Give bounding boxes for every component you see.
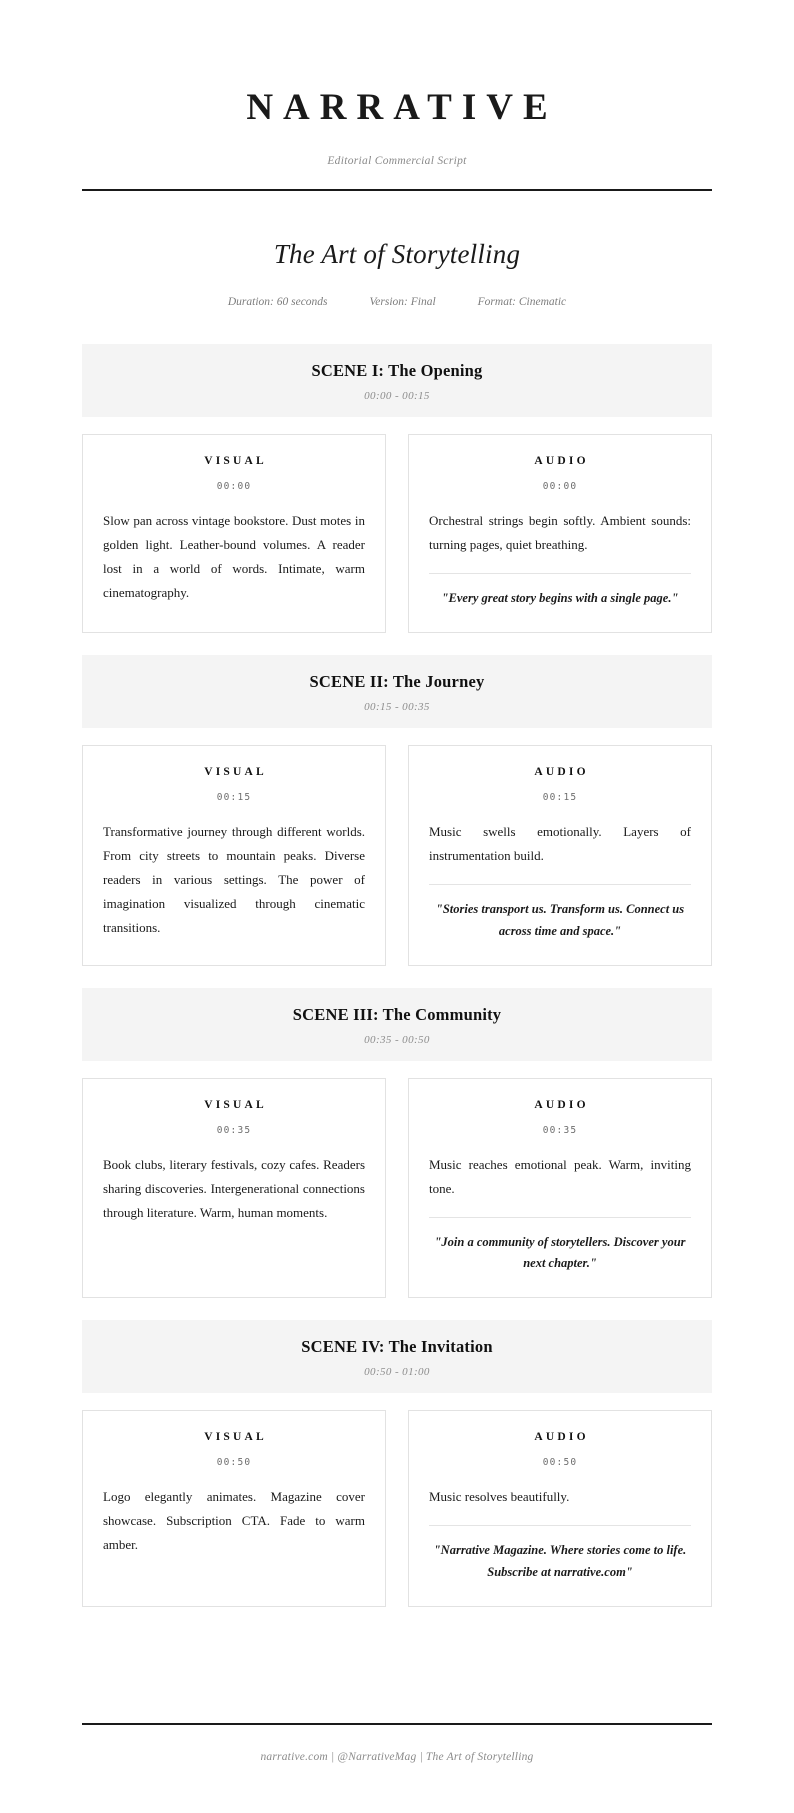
scene-columns <box>82 745 712 966</box>
scene-columns <box>82 1410 712 1607</box>
visual-card <box>82 745 386 966</box>
scene-time-range: 00:00 - 00:15 <box>364 389 430 402</box>
scene-header <box>82 344 712 417</box>
meta-version: Version: Final <box>369 295 436 308</box>
visual-timecode: 00:50 <box>216 1457 252 1469</box>
audio-description: Music swells emotionally. Layers of instrumentation build. <box>429 823 691 863</box>
audio-description: Music reaches emotional peak. Warm, inviting tone. <box>429 1156 691 1196</box>
audio-card <box>408 1410 712 1607</box>
document-meta <box>82 296 712 308</box>
masthead <box>82 0 712 191</box>
scene-section <box>82 1320 712 1607</box>
meta-format: Format: Cinematic <box>477 295 567 308</box>
scene-header <box>82 655 712 728</box>
scene-list <box>82 344 712 1629</box>
visual-card-label: VISUAL <box>204 454 267 467</box>
audio-card <box>408 1078 712 1299</box>
footer-credits: narrative.com | @NarrativeMag | The Art of Storytelling <box>260 1751 534 1763</box>
visual-card <box>82 1410 386 1607</box>
scene-time-range: 00:35 - 00:50 <box>364 1033 430 1046</box>
audio-card <box>408 745 712 966</box>
visual-timecode: 00:00 <box>216 480 252 492</box>
scene-section <box>82 988 712 1299</box>
scene-section <box>82 344 712 633</box>
audio-quote: "Join a community of storytellers. Discover your next chapter." <box>434 1234 686 1271</box>
audio-quote-divider <box>429 884 691 885</box>
visual-card-label: VISUAL <box>204 765 267 778</box>
visual-timecode: 00:15 <box>216 791 252 803</box>
scene-time-range: 00:15 - 00:35 <box>364 700 430 713</box>
visual-card-label: VISUAL <box>204 1098 267 1111</box>
audio-timecode: 00:00 <box>542 480 578 492</box>
visual-description: Logo elegantly animates. Magazine cover showcase. Subscription CTA. Fade to warm amber. <box>103 1489 365 1553</box>
scene-columns <box>82 434 712 633</box>
visual-description: Slow pan across vintage bookstore. Dust motes in golden light. Leather-bound volumes. A reader lost in a world of words. Intimate, warm cinematography. <box>103 512 365 600</box>
meta-duration: Duration: 60 seconds <box>227 295 328 308</box>
brand-subtitle: Editorial Commercial Script <box>327 154 467 167</box>
title-block <box>82 191 712 308</box>
audio-timecode: 00:35 <box>542 1124 578 1136</box>
visual-timecode: 00:35 <box>216 1124 252 1136</box>
scene-title: SCENE I: The Opening <box>311 360 483 380</box>
scene-header <box>82 988 712 1061</box>
visual-card <box>82 434 386 633</box>
scene-columns <box>82 1078 712 1299</box>
scene-header <box>82 1320 712 1393</box>
visual-card-label: VISUAL <box>204 1431 267 1444</box>
scene-time-range: 00:50 - 01:00 <box>364 1366 430 1379</box>
audio-card <box>408 434 712 633</box>
visual-description: Transformative journey through different worlds. From city streets to mountain peaks. Diverse readers in various settings. The power of imagination visualized through cinematic transitions. <box>103 823 365 935</box>
audio-timecode: 00:50 <box>542 1457 578 1469</box>
audio-card-label: AUDIO <box>534 765 589 778</box>
footer-divider <box>82 1723 712 1725</box>
scene-section <box>82 655 712 966</box>
page-title: The Art of Storytelling <box>273 238 521 269</box>
audio-card-label: AUDIO <box>534 1098 589 1111</box>
audio-quote-divider <box>429 1217 691 1218</box>
audio-description: Orchestral strings begin softly. Ambient sounds: turning pages, quiet breathing. <box>429 512 691 552</box>
audio-quote-divider <box>429 573 691 574</box>
scene-title: SCENE III: The Community <box>292 1004 502 1024</box>
page-footer <box>82 1693 712 1813</box>
scene-title: SCENE IV: The Invitation <box>301 1337 493 1357</box>
audio-description: Music resolves beautifully. <box>429 1489 570 1505</box>
audio-card-label: AUDIO <box>534 1431 589 1444</box>
audio-quote: "Narrative Magazine. Where stories come to life. Subscribe at narrative.com" <box>433 1543 687 1580</box>
audio-quote-divider <box>429 1525 691 1526</box>
scene-title: SCENE II: The Journey <box>309 671 485 691</box>
audio-quote: "Every great story begins with a single page." <box>441 590 679 605</box>
visual-description: Book clubs, literary festivals, cozy cafes. Readers sharing discoveries. Intergenerational connections through literature. Warm, human moments. <box>103 1156 365 1220</box>
audio-card-label: AUDIO <box>534 454 589 467</box>
audio-timecode: 00:15 <box>542 791 578 803</box>
audio-quote: "Stories transport us. Transform us. Connect us across time and space." <box>435 901 685 938</box>
visual-card <box>82 1078 386 1299</box>
brand-title: NARRATIVE <box>246 87 558 128</box>
